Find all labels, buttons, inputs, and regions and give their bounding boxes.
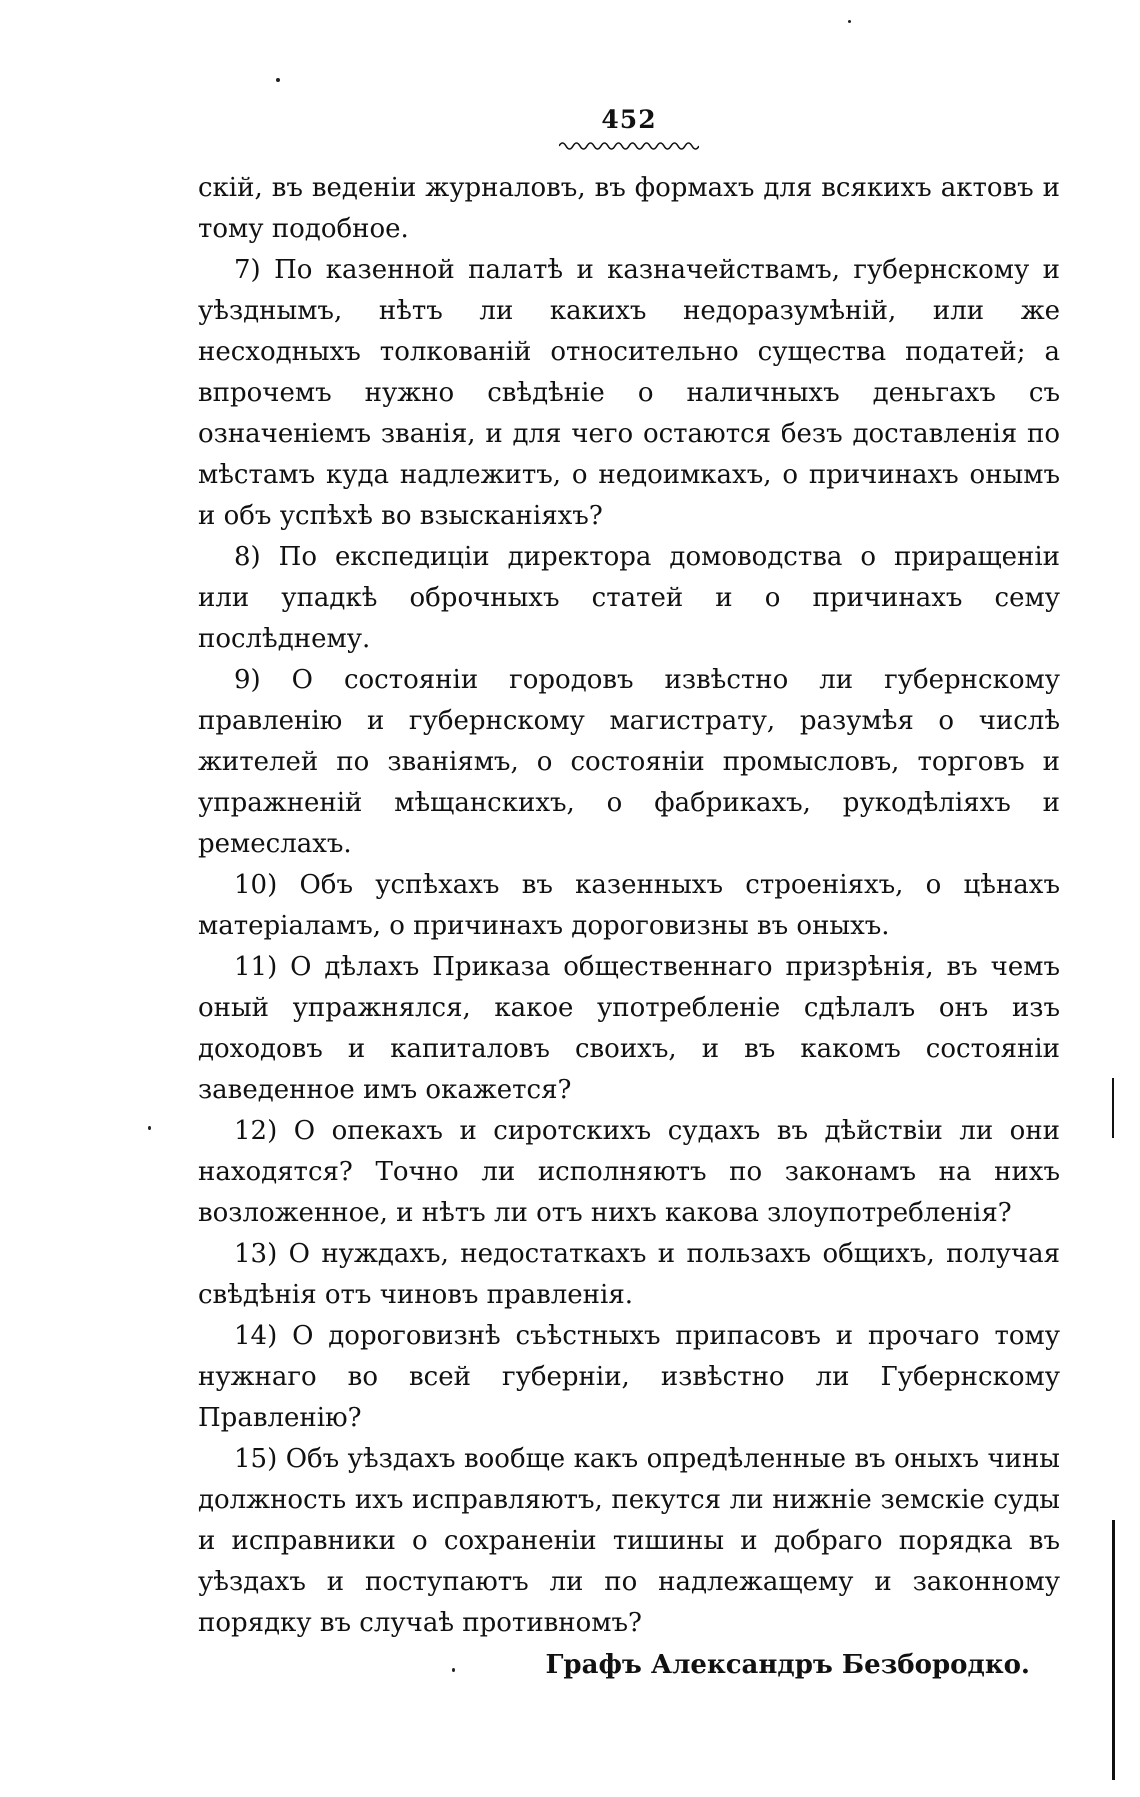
- scan-speck: [148, 1126, 151, 1130]
- page-number: 452: [601, 105, 657, 134]
- wavy-rule-ornament: [559, 140, 699, 150]
- paragraph-item-13: 13) О нуждахъ, недостаткахъ и пользахъ общихъ, получая свѣдѣнія отъ чиновъ правленія.: [198, 1239, 1060, 1310]
- paragraph-item-7: 7) По казенной палатѣ и казначействамъ, губернскому и уѣзднымъ, нѣтъ ли какихъ недоразумѣній, или же несходныхъ толкованій относительно существа податей; а впрочемъ нужно свѣдѣніе о наличныхъ деньгахъ съ означеніемъ званія, и для чего остаются безъ доставленія по мѣстамъ куда надлежитъ, о недоимкахъ, о причинахъ онымъ и объ успѣхѣ во взысканіяхъ?: [198, 255, 1060, 531]
- page-edge-mark: [1112, 1520, 1115, 1780]
- body-text: [198, 168, 1060, 1644]
- signature: Графъ Александръ Безбородко.: [545, 1650, 1030, 1680]
- paragraph-item-12: 12) О опекахъ и сиротскихъ судахъ въ дѣйствіи ли они находятся? Точно ли исполняютъ по законамъ на нихъ возложенное, и нѣтъ ли отъ нихъ какова злоупотребленія?: [198, 1116, 1060, 1228]
- paragraph-continuation: скій, въ веденіи журналовъ, въ формахъ для всякихъ актовъ и тому подобное.: [198, 173, 1060, 244]
- paragraph-item-8: 8) По експедиціи директора домоводства о приращеніи или упадкѣ оброчныхъ статей и о причинахъ сему послѣднему.: [198, 542, 1060, 654]
- paragraph-item-9: 9) О состояніи городовъ извѣстно ли губернскому правленію и губернскому магистрату, разумѣя о числѣ жителей по званіямъ, о состояніи промысловъ, торговъ и упражненій мѣщанскихъ, о фабрикахъ, рукодѣліяхъ и ремеслахъ.: [198, 665, 1060, 859]
- paragraph-item-14: 14) О дороговизнѣ съѣстныхъ припасовъ и прочаго тому нужнаго во всей губерніи, извѣстно ли Губернскому Правленію?: [198, 1321, 1060, 1433]
- paragraph-item-11: 11) О дѣлахъ Приказа общественнаго призрѣнія, въ чемъ оный упражнялся, какое употребленіе сдѣлалъ онъ изъ доходовъ и капиталовъ своихъ, и въ какомъ состояніи заведенное имъ окажется?: [198, 952, 1060, 1105]
- page-edge-mark: [1112, 1078, 1114, 1138]
- book-page: [198, 105, 1060, 1680]
- scan-speck: [848, 20, 851, 23]
- scan-speck: [276, 78, 280, 82]
- paragraph-item-15: 15) Объ уѣздахъ вообще какъ опредѣленные въ оныхъ чины должность ихъ исправляютъ, пекутся ли нижніе земскіе суды и исправники о сохраненіи тишины и добраго порядка въ уѣздахъ и поступаютъ ли по надлежащему и законному порядку въ случаѣ противномъ?: [198, 1444, 1060, 1638]
- paragraph-item-10: 10) Объ успѣхахъ въ казенныхъ строеніяхъ, о цѣнахъ матеріаламъ, о причинахъ дороговизны въ оныхъ.: [198, 870, 1060, 941]
